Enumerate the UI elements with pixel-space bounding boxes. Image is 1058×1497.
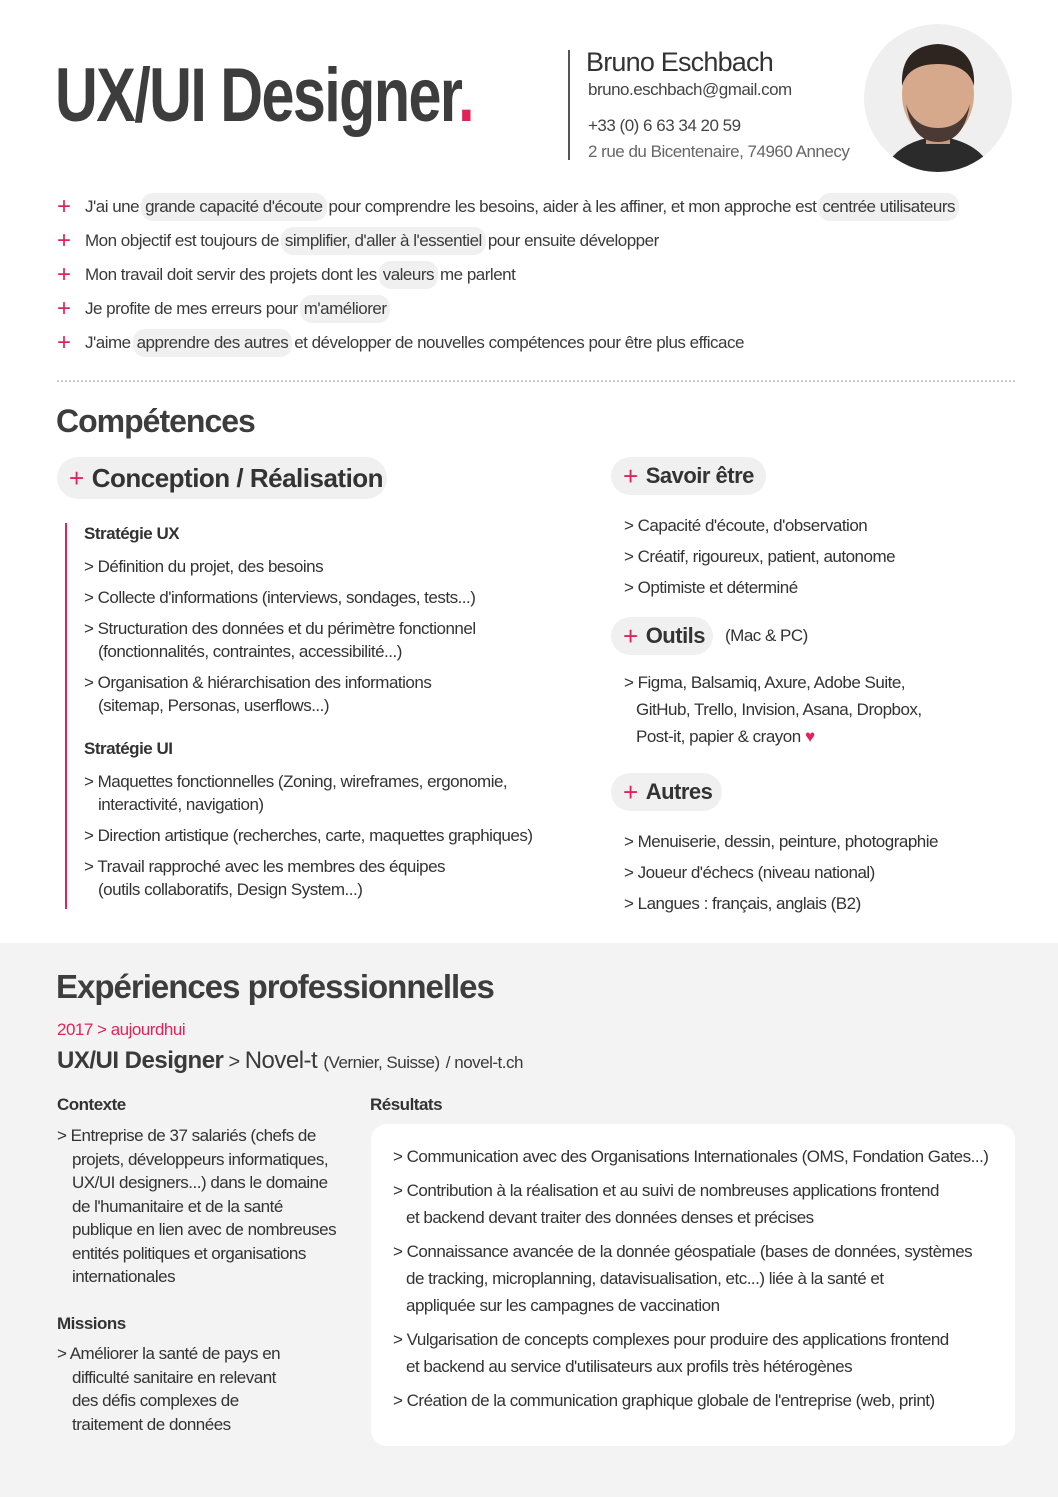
list-item-line: et backend au service d'utilisateurs aux profils très hétérogènes: [406, 1357, 853, 1376]
list-item-line: appliquée sur les campagnes de vaccination: [406, 1296, 720, 1315]
job-title-line: [57, 1047, 523, 1075]
plus-icon: +: [57, 295, 71, 322]
list-item: [84, 586, 584, 609]
text: J'ai une: [85, 197, 140, 216]
list-item: Post-it, papier & crayon: [636, 727, 801, 746]
list-item-line: de tracking, microplanning, datavisualisation, etc...) liée à la santé et: [406, 1269, 884, 1288]
list-item-line: > Communication avec des Organisations Internationales (OMS, Fondation Gates...): [393, 1147, 989, 1166]
list-item-line: (outils collaboratifs, Design System...): [98, 880, 363, 899]
list-item: > Joueur d'échecs (niveau national): [624, 863, 875, 882]
list-item: > Langues : français, anglais (B2): [624, 894, 861, 913]
conception-list: [84, 522, 584, 909]
text: pour comprendre les besoins, aider à les affiner, et mon approche est: [328, 197, 817, 216]
list-item: GitHub, Trello, Invision, Asana, Dropbox,: [636, 700, 922, 719]
page-title: [55, 52, 473, 139]
subheading: Stratégie UX: [84, 524, 180, 543]
location: (Vernier, Suisse): [323, 1053, 440, 1072]
list-item-line: et backend devant traiter des données denses et précises: [406, 1208, 814, 1227]
dotted-divider: [57, 380, 1015, 382]
list-item: > Capacité d'écoute, d'observation: [624, 516, 868, 535]
list-item: [84, 855, 584, 901]
list-item: > Menuiserie, dessin, peinture, photographie: [624, 832, 938, 851]
list-item: [84, 770, 584, 816]
outils-list: [624, 669, 922, 750]
plus-icon: +: [57, 261, 71, 288]
heart-icon: ♥: [804, 727, 815, 746]
pill-label: Autres: [645, 779, 713, 804]
highlight: m'améliorer: [300, 295, 391, 323]
text-line: des défis complexes de: [72, 1391, 239, 1410]
subheading: Stratégie UI: [84, 739, 173, 758]
list-item: [84, 824, 584, 847]
text: Mon objectif est toujours de: [85, 231, 279, 250]
address: 2 rue du Bicentenaire, 74960 Annecy: [588, 142, 850, 161]
plus-icon: +: [57, 193, 71, 220]
list-item: [84, 617, 584, 663]
list-item-line: > Collecte d'informations (interviews, sondages, tests...): [84, 588, 476, 607]
list-item: [393, 1387, 988, 1414]
list-item-line: > Contribution à la réalisation et au suivi de nombreuses applications frontend: [393, 1181, 939, 1200]
separator: >: [223, 1051, 245, 1073]
missions-text: [57, 1342, 280, 1436]
resultats-list: [393, 1143, 988, 1421]
highlight: centrée utilisateurs: [818, 193, 959, 221]
autres-list: [624, 826, 938, 919]
text: et développer de nouvelles compétences pour être plus efficace: [294, 333, 744, 352]
name: Bruno Eschbach: [586, 47, 773, 77]
missions-heading: Missions: [57, 1314, 126, 1333]
plus-icon: +: [69, 463, 84, 493]
intro-item: [57, 190, 961, 224]
job-role: UX/UI Designer: [57, 1047, 224, 1074]
text-line: internationales: [72, 1267, 176, 1286]
intro-item: [57, 224, 961, 258]
email[interactable]: bruno.eschbach@gmail.com: [588, 80, 792, 99]
contexte-text: [57, 1124, 336, 1289]
text-line: traitement de données: [72, 1414, 231, 1434]
list-item-line: > Organisation & hiérarchisation des informations: [84, 673, 432, 692]
highlight: apprendre des autres: [133, 329, 293, 357]
plus-icon: +: [623, 621, 638, 651]
plus-icon: +: [57, 227, 71, 254]
text-line: difficulté sanitaire en relevant: [72, 1367, 276, 1387]
list-item: [84, 671, 584, 717]
text: J'aime: [85, 333, 131, 352]
list-item: [84, 555, 584, 578]
text-line: > Améliorer la santé de pays en: [57, 1344, 281, 1363]
savoir-pill: [611, 457, 766, 495]
text-line: publique en lien avec de nombreuses: [72, 1220, 337, 1239]
list-item-line: > Définition du projet, des besoins: [84, 557, 324, 576]
list-item: > Optimiste et déterminé: [624, 578, 798, 597]
plus-icon: +: [57, 329, 71, 356]
list-item-line: > Maquettes fonctionnelles (Zoning, wireframes, ergonomie,: [84, 772, 508, 791]
plus-icon: +: [623, 461, 638, 491]
intro-item: [57, 292, 961, 326]
pill-label: Outils: [645, 623, 706, 648]
list-item-line: (sitemap, Personas, userflows...): [98, 696, 330, 715]
highlight: valeurs: [379, 261, 438, 289]
text: Je profite de mes erreurs pour: [85, 299, 298, 318]
list-item-line: interactivité, navigation): [98, 795, 264, 814]
intro-item: [57, 326, 961, 360]
list-item: [393, 1238, 988, 1319]
list-item-line: > Connaissance avancée de la donnée géospatiale (bases de données, systèmes: [393, 1242, 973, 1261]
intro-list: [57, 190, 961, 360]
pill-label: Savoir être: [645, 463, 754, 488]
outils-pill: [611, 617, 713, 655]
list-item: > Figma, Balsamiq, Axure, Adobe Suite,: [624, 673, 906, 692]
list-item-line: > Création de la communication graphique globale de l'entreprise (web, print): [393, 1391, 935, 1410]
intro-item: [57, 258, 961, 292]
text-line: UX/UI designers...) dans le domaine: [72, 1173, 328, 1192]
skills-heading: Compétences: [56, 403, 255, 439]
text-line: > Entreprise de 37 salariés (chefs de: [57, 1126, 316, 1145]
savoir-list: [624, 510, 895, 603]
list-item-line: (fonctionnalités, contraintes, accessibilité...): [98, 642, 402, 661]
text: Mon travail doit servir des projets dont les: [85, 265, 377, 284]
divider: [568, 50, 570, 160]
text-line: de l'humanitaire et de la santé: [72, 1196, 283, 1216]
job-dates: 2017 > aujourdhui: [57, 1020, 186, 1039]
resultats-heading: Résultats: [370, 1095, 443, 1114]
title-text: UX/UI Designer: [55, 53, 459, 138]
conception-pill: [57, 457, 387, 499]
autres-pill: [611, 773, 722, 811]
highlight: simplifier, d'aller à l'essentiel: [281, 227, 486, 255]
company: Novel-t: [244, 1047, 318, 1074]
list-item: [393, 1326, 988, 1380]
outils-note: (Mac & PC): [725, 626, 808, 645]
contexte-heading: Contexte: [57, 1095, 126, 1114]
profile-photo: [864, 24, 1012, 172]
list-item: > Créatif, rigoureux, patient, autonome: [624, 547, 896, 566]
text-line: projets, développeurs informatiques,: [72, 1149, 329, 1169]
list-item: [393, 1177, 988, 1231]
highlight: grande capacité d'écoute: [141, 193, 326, 221]
red-accent-line: [65, 523, 67, 909]
list-item: [393, 1143, 988, 1170]
phone[interactable]: +33 (0) 6 63 34 20 59: [588, 116, 741, 135]
list-item-line: > Vulgarisation de concepts complexes pour produire des applications frontend: [393, 1330, 949, 1349]
title-dot: .: [458, 53, 474, 138]
text-line: entités politiques et organisations: [72, 1243, 306, 1263]
plus-icon: +: [623, 777, 638, 807]
text: pour ensuite développer: [487, 231, 659, 250]
list-item-line: > Structuration des données et du périmètre fonctionnel: [84, 619, 476, 638]
list-item-line: > Direction artistique (recherches, carte, maquettes graphiques): [84, 826, 533, 845]
experience-heading: Expériences professionnelles: [56, 968, 494, 1005]
website-link[interactable]: / novel-t.ch: [445, 1053, 523, 1072]
list-item-line: > Travail rapproché avec les membres des équipes: [84, 857, 446, 876]
text: me parlent: [440, 265, 516, 284]
pill-label: Conception / Réalisation: [91, 462, 384, 493]
